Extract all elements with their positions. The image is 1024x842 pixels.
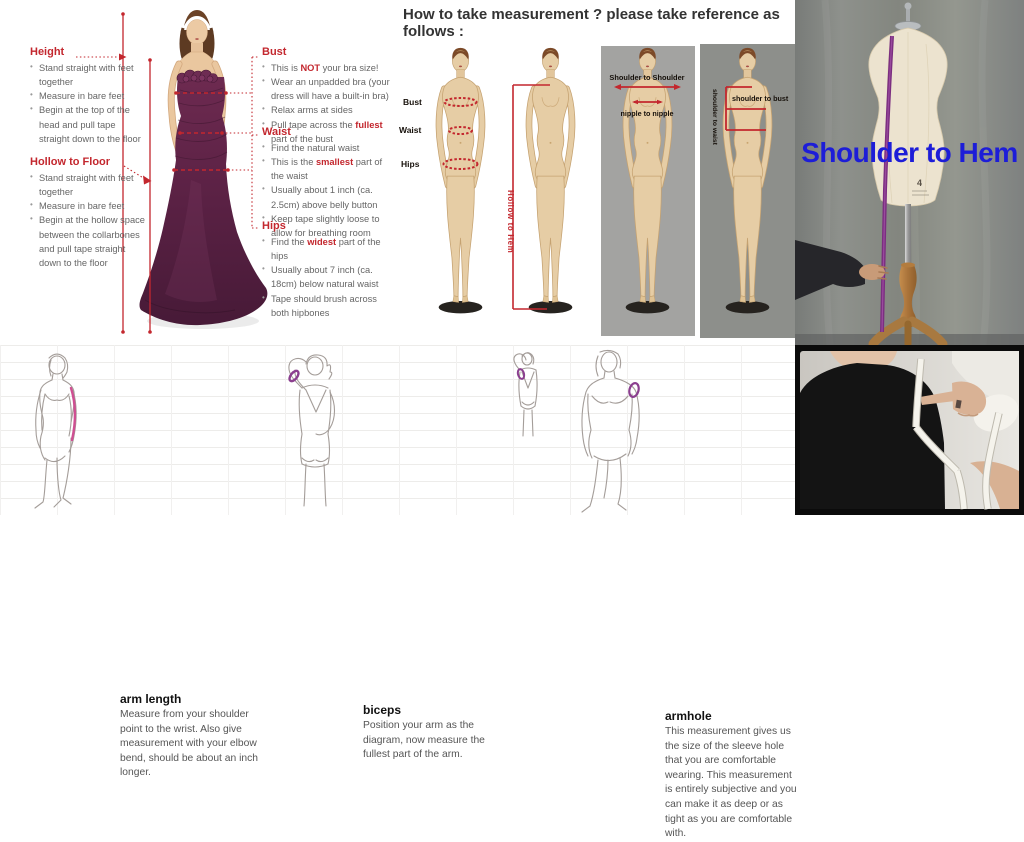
instruction-bullet: • Usually about 7 inch (ca. 18cm) below natural waist [262, 263, 390, 291]
instruction-bullet: • Keep tape slightly loose to allow for breathing room [262, 212, 390, 240]
shoulder-to-shoulder-label: Shoulder to Shoulder [609, 73, 685, 82]
instruction-bullet: • Wear an unpadded bra (your dress will have a built-in bra) [262, 75, 390, 103]
form-size-label: 4 [917, 178, 923, 188]
arm-length-figure [5, 350, 115, 512]
armhole-measure-loop [517, 368, 525, 379]
arm-length-section [120, 692, 266, 781]
figure-bust-waist-hips [399, 48, 482, 314]
bullet-list [262, 235, 390, 320]
hollow-to-hem-label: Hollow to Hem [506, 190, 515, 254]
arm-measurement-strip [0, 345, 797, 840]
section-title: biceps [363, 703, 402, 717]
shoulder-to-hem-photo [795, 0, 1024, 345]
bullet-list [30, 61, 144, 146]
hips-label: Hips [401, 159, 420, 169]
armhole-photo-scene [800, 351, 1019, 509]
armhole-section [665, 709, 797, 842]
section-title: Waist [262, 126, 291, 138]
section-title: Height [30, 46, 65, 58]
section-title: armhole [665, 709, 712, 723]
bullet-list [30, 171, 148, 270]
shoulder-to-bust-label: shoulder to bust [732, 94, 789, 103]
instruction-bullet: • Begin at the hollow space between the collarbones and pull tape straight down to the floor [30, 213, 148, 270]
armhole-small-figure [500, 350, 552, 442]
section-title: Hips [262, 220, 286, 232]
section-body: Measure from your shoulder point to the wrist. Also give measurement with your elbow bend, should be about an inch longer. [120, 709, 258, 779]
armhole-measuring-photo [795, 345, 1024, 515]
shoulder-to-hem-caption: Shoulder to Hem [801, 137, 1018, 168]
instruction-bullet: • This is NOT your bra size! [262, 61, 390, 75]
section-body: This measurement gives us the size of the sleeve hole that you are comfortable wearing. This measurement is entirely subjective and you can make it as deep or as tight as you are comfortable with. [665, 726, 797, 840]
nipple-to-nipple-label: nipple to nipple [620, 109, 674, 118]
instruction-bullet: • Pull tape across the fullest part of the bust [262, 118, 390, 146]
dress-form-illustration [795, 0, 1024, 345]
armhole-large-figure [548, 348, 663, 513]
purple-mermaid-gown [140, 70, 268, 325]
stand-pole [905, 204, 911, 266]
figure-hollow-to-hem [506, 48, 572, 314]
instruction-bullet: • Find the natural waist [262, 141, 390, 155]
instruction-bullet: • Stand straight with feet together [30, 61, 144, 89]
section-title: Hollow to Floor [30, 156, 111, 168]
waist-label: Waist [399, 125, 422, 135]
shoulder-to-waist-label: shoulder to waist [711, 89, 718, 145]
instruction-bullet: • Relax arms at sides [262, 103, 390, 117]
hollow-to-floor-section [30, 156, 148, 270]
instruction-bullet: • Stand straight with feet together [30, 171, 148, 199]
biceps-figure [258, 350, 363, 512]
instruction-bullet: • Find the widest part of the hips [262, 235, 390, 263]
how-to-header: How to take measurement ? please take reference as follows : [403, 6, 780, 40]
instruction-bullet: • Measure in bare feet [30, 199, 148, 213]
mannequin-figures [395, 30, 795, 340]
instruction-bullet: • This is the smallest part of the waist [262, 155, 390, 183]
section-body: Position your arm as the diagram, now measure the fullest part of the arm. [363, 720, 485, 761]
instruction-bullet: • Usually about 1 inch (ca. 2.5cm) above belly button [262, 183, 390, 211]
bust-label: Bust [403, 97, 422, 107]
height-section [30, 46, 144, 146]
instruction-bullet: • Tape should brush across both hipbones [262, 292, 390, 320]
instruction-bullet: • Measure in bare feet [30, 89, 144, 103]
instruction-bullet: • Begin at the top of the head and pull tape straight down to the floor [30, 103, 144, 145]
section-title: arm length [120, 692, 182, 706]
hips-section [262, 220, 390, 320]
biceps-section [363, 703, 503, 763]
section-title: Bust [262, 46, 287, 58]
